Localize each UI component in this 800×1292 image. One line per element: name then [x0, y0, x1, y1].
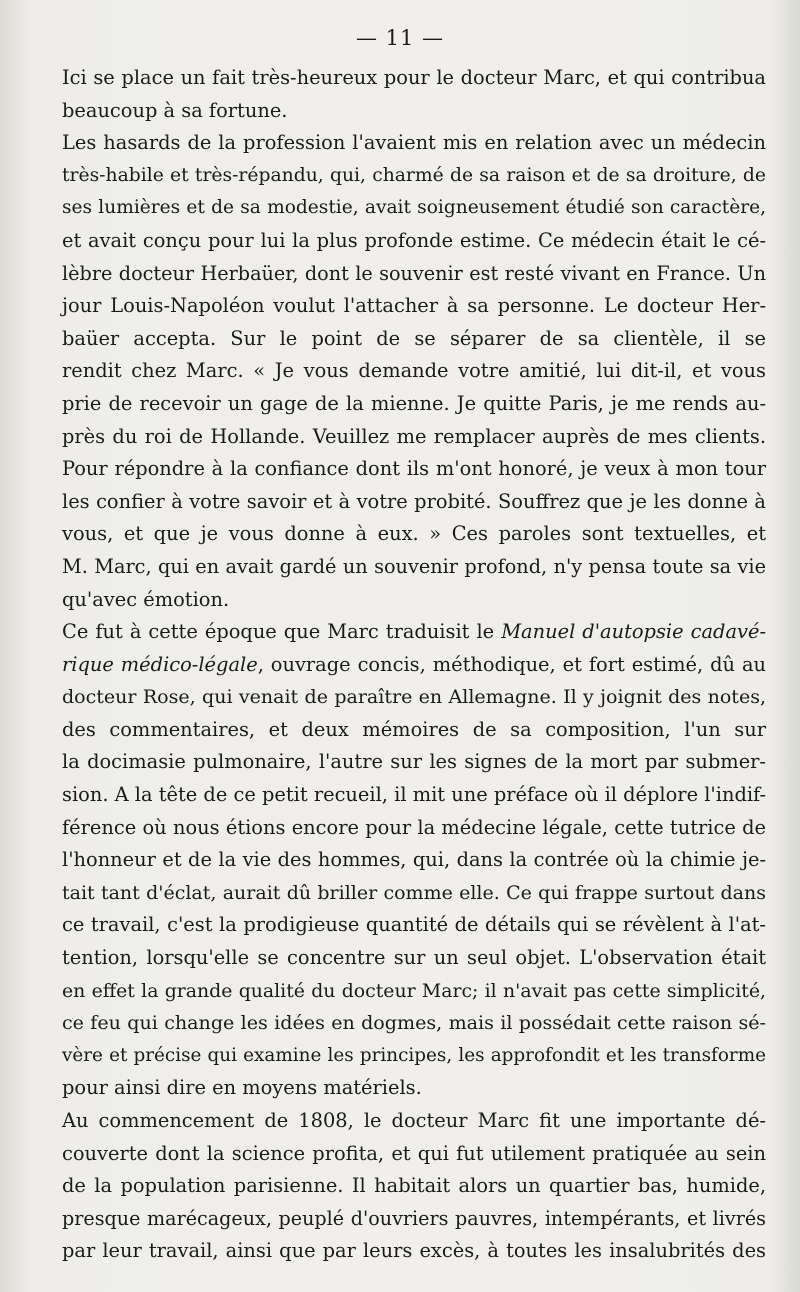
text-line: Au commencement de 1808, le docteur Marc fit une importante dé-: [62, 1109, 766, 1132]
text-line: vère et précise qui examine les principes, les approfondit et les transforme: [62, 1044, 766, 1066]
text-line: lèbre docteur Herbaüer, dont le souvenir est resté vivant en France. Un: [62, 261, 766, 285]
text-line: en effet la grande qualité du docteur Marc; il n'avait pas cette simplicité,: [62, 979, 766, 1002]
text-line: baüer accepta. Sur le point de se séparer de sa clientèle, il se: [62, 326, 766, 350]
text-line: docteur Rose, qui venait de paraître en Allemagne. Il y joignit des notes,: [62, 686, 766, 709]
text-line: par leur travail, ainsi que par leurs excès, à toutes les insalubrités des: [62, 1239, 766, 1263]
text-line: prie de recevoir un gage de la mienne. Je quitte Paris, je me rends au-: [62, 391, 766, 415]
text-line: Les hasards de la profession l'avaient mis en relation avec un médecin: [62, 131, 766, 155]
page-number: — 11 —: [355, 26, 445, 50]
text-line: la docimasie pulmonaire, l'autre sur les signes de la mort par submer-: [62, 750, 766, 774]
text-line: tention, lorsqu'elle se concentre sur un seul objet. L'observation était: [62, 946, 766, 970]
text-line: des commentaires, et deux mémoires de sa composition, l'un sur: [62, 717, 766, 741]
text-line: ses lumières et de sa modestie, avait soigneusement étudié son caractère,: [62, 197, 766, 219]
text-line: beaucoup à sa fortune.: [62, 98, 288, 122]
text-line: Ici se place un fait très-heureux pour le docteur Marc, et qui contribua: [62, 66, 766, 89]
text-line: l'honneur et de la vie des hommes, qui, dans la contrée où la chimie je-: [62, 848, 766, 872]
text-line: rique médico-légale, ouvrage concis, méthodique, et fort estimé, dû au: [62, 652, 766, 676]
text-line: et avait conçu pour lui la plus profonde estime. Ce médecin était le cé-: [62, 228, 766, 252]
text-line: pour ainsi dire en moyens matériels.: [62, 1076, 422, 1100]
paragraph-1: [62, 62, 766, 127]
text-line: les confier à votre savoir et à votre probité. Souffrez que je les donne à: [62, 489, 766, 513]
body-text: [62, 62, 766, 1268]
paragraph-3: [62, 616, 766, 1105]
text-line: couverte dont la science profita, et qui fut utilement pratiquée au sein: [62, 1141, 766, 1165]
text-line: M. Marc, qui en avait gardé un souvenir profond, n'y pensa toute sa vie: [62, 554, 766, 578]
text-line: qu'avec émotion.: [62, 587, 230, 611]
paragraph-2: [62, 127, 766, 616]
text-line: Pour répondre à la confiance dont ils m'ont honoré, je veux à mon tour: [62, 457, 766, 481]
text-line: presque marécageux, peuplé d'ouvriers pauvres, intempérants, et livrés: [62, 1206, 766, 1230]
text-line: tait tant d'éclat, aurait dû briller comme elle. Ce qui frappe surtout dans: [62, 881, 766, 904]
text-line: très-habile et très-répandu, qui, charmé de sa raison et de sa droiture, de: [62, 164, 766, 186]
text-line: férence où nous étions encore pour la médecine légale, cette tutrice de: [62, 815, 766, 839]
book-title-italic: rique médico-légale: [62, 652, 258, 676]
text-line: rendit chez Marc. « Je vous demande votre amitié, lui dit-il, et vous: [62, 359, 766, 383]
text-line: Ce fut à cette époque que Marc traduisit le Manuel d'autopsie cadavé-: [62, 620, 767, 644]
paragraph-4: [62, 1105, 766, 1268]
text-line: vous, et que je vous donne à eux. » Ces paroles sont textuelles, et: [62, 522, 766, 546]
text-line: près du roi de Hollande. Veuillez me remplacer auprès de mes clients.: [62, 424, 766, 448]
text-line: de la population parisienne. Il habitait alors un quartier bas, humide,: [62, 1174, 766, 1198]
text-line: jour Louis-Napoléon voulut l'attacher à sa personne. Le docteur Her-: [62, 294, 766, 318]
text-line: ce feu qui change les idées en dogmes, mais il possédait cette raison sé-: [62, 1012, 766, 1035]
text-line: ce travail, c'est la prodigieuse quantité de détails qui se révèlent à l'at-: [62, 913, 766, 937]
text-line: sion. A la tête de ce petit recueil, il mit une préface où il déplore l'indif-: [62, 783, 767, 807]
book-title-italic: Manuel d'autopsie cadavé-: [501, 620, 767, 644]
